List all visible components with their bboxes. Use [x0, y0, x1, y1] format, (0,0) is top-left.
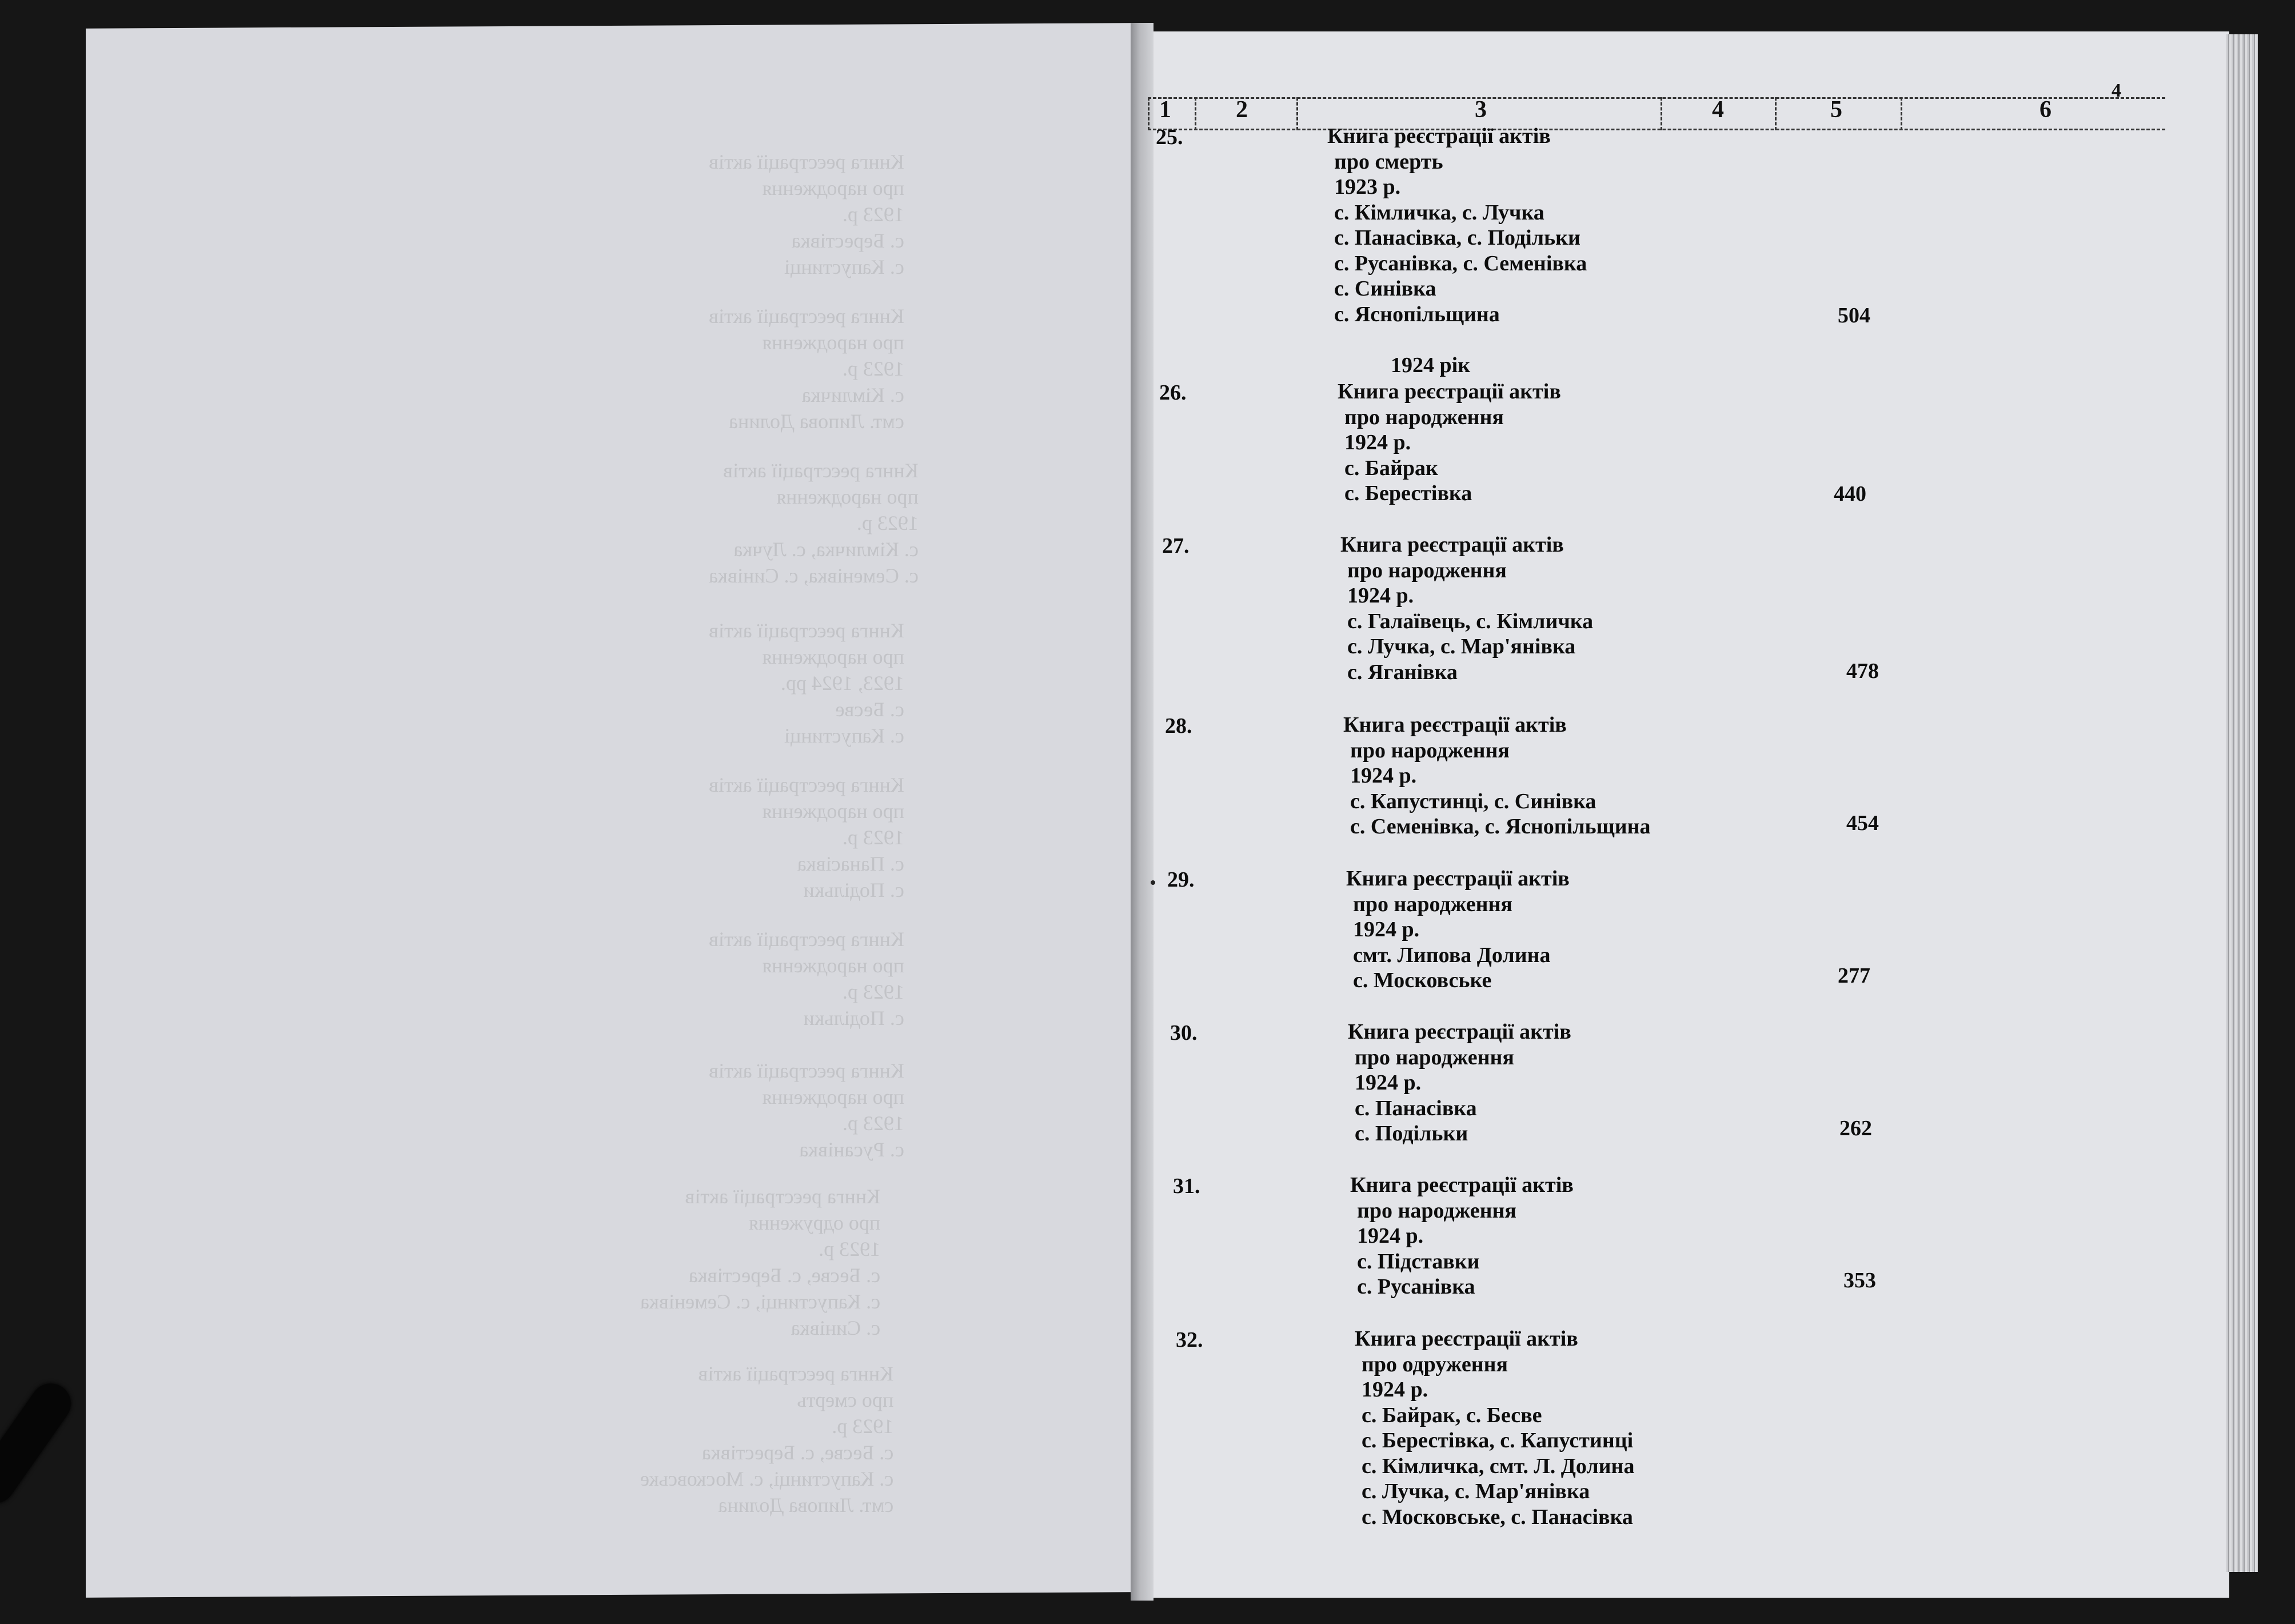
record-line: про народження — [1357, 1198, 1516, 1223]
left-page — [86, 23, 1137, 1598]
record-line: с. Московське — [1353, 968, 1492, 992]
bleed-through-text: Кннга реєстрації актів про смерть 1923 р. с. Бесве, с. Берестівка с. Капустинці, с. Московське смт. Липова Долина — [640, 1362, 894, 1517]
record-description — [1327, 123, 1587, 327]
page-number: 4 — [2112, 80, 2121, 101]
column-header-6: 6 — [2039, 97, 2051, 123]
record-line: с. Лучка, с. Мар'янівка — [1347, 635, 1576, 659]
record-line: с. Русанівка — [1357, 1275, 1475, 1299]
record-line: с. Панасівка — [1355, 1096, 1477, 1120]
record-line: с. Кімличка, с. Лучка — [1334, 200, 1544, 225]
record-line: с. Капустинці, с. Синівка — [1350, 789, 1596, 813]
record-line: Книга реєстрації актів — [1338, 380, 1561, 404]
record-description — [1340, 532, 1593, 685]
record-line: с. Русанівка, с. Семенівка — [1334, 251, 1587, 276]
record-line: с. Семенівка, с. Яснопільщина — [1350, 815, 1651, 839]
record-number: 26. — [1159, 381, 1187, 405]
record-description — [1338, 379, 1561, 506]
record-line: про смерть — [1334, 149, 1443, 174]
record-line: с. Берестівка — [1344, 481, 1472, 505]
record-line: 1924 р. — [1357, 1224, 1424, 1248]
scan-speck — [1151, 880, 1155, 885]
bleed-through-text: Кннга реєстрації актів про народження 1923 р. с. Берестівка с. Капустинці — [709, 150, 904, 278]
record-line: Книга реєстрації актів — [1346, 867, 1570, 891]
header-separator — [1775, 97, 1777, 130]
column-header-1: 1 — [1159, 97, 1171, 123]
record-page-count: 440 — [1834, 482, 1866, 506]
record-description — [1346, 866, 1570, 993]
record-page-count: 277 — [1838, 964, 1870, 988]
record-line: смт. Липова Долина — [1353, 943, 1551, 967]
record-line: Книга реєстрації актів — [1340, 533, 1564, 557]
record-number: 25. — [1156, 125, 1183, 149]
bleed-through-text: Кннга реєстрації актів про народження 1923 р. с. Панасівка с. Подільки — [709, 773, 904, 901]
bleed-through-text: Кннга реєстрації актів про народження 1923 р. с. Кімличка, с. Лучка с. Семенівка, с. Синівка — [709, 459, 919, 587]
record-line: 1924 р. — [1355, 1071, 1422, 1095]
bleed-through-text: Кннга реєстрації актів про народження 1923, 1924 рр. с. Бесве с. Капустинці — [709, 619, 904, 747]
column-header-3: 3 — [1475, 97, 1487, 123]
record-line: Книга реєстрації актів — [1327, 124, 1551, 148]
record-page-count: 353 — [1843, 1268, 1876, 1292]
record-line: про одруження — [1362, 1352, 1508, 1376]
year-heading: 1924 рік — [1391, 353, 1471, 377]
record-line: 1923 р. — [1334, 175, 1401, 199]
record-number: 28. — [1165, 714, 1192, 738]
record-description — [1355, 1326, 1634, 1530]
bleed-through-text: Кннга реєстрації актів про одруження 1923 р. с. Бесве, с. Берестівка с. Капустинці, с. Семенівка с. Синівка — [640, 1185, 881, 1339]
bleed-through-text: Кннга реєстрації актів про народження 1923 р. с. Кімличка смт. Липова Долина — [709, 305, 904, 433]
bleed-through-text: Кннга реєстрації актів про народження 1923 р. с. Подільки — [709, 928, 904, 1030]
record-line: с. Синівка — [1334, 277, 1436, 301]
record-line: про народження — [1344, 405, 1504, 429]
record-line: Книга реєстрації актів — [1350, 1173, 1574, 1197]
header-bottom-rule — [1148, 129, 2165, 130]
record-page-count: 478 — [1846, 659, 1879, 683]
record-line: Книга реєстрації актів — [1348, 1020, 1571, 1044]
record-line: с. Московське, с. Панасівка — [1362, 1505, 1633, 1529]
record-number: 32. — [1176, 1328, 1203, 1352]
record-number: 29. — [1167, 868, 1195, 892]
record-line: Книга реєстрації актів — [1343, 713, 1567, 737]
record-line: с. Берестівка, с. Капустинці — [1362, 1429, 1634, 1453]
record-number: 31. — [1173, 1174, 1200, 1198]
bleed-through-text: Кннга реєстрації актів про народження 1923 р. с. Русанівка — [709, 1059, 904, 1161]
record-line: с. Яганівка — [1347, 660, 1458, 684]
record-line: с. Байрак, с. Бесве — [1362, 1403, 1542, 1427]
pen-object — [0, 1376, 78, 1511]
record-line: Книга реєстрації актів — [1355, 1327, 1578, 1351]
record-line: с. Лучка, с. Мар'янівка — [1362, 1479, 1590, 1503]
record-page-count: 454 — [1846, 811, 1879, 835]
column-header-5: 5 — [1830, 97, 1842, 123]
record-line: с. Яснопільщина — [1334, 302, 1500, 326]
header-separator — [1148, 97, 1150, 130]
record-line: про народження — [1350, 738, 1510, 763]
record-line: про народження — [1355, 1045, 1514, 1070]
header-top-rule — [1148, 97, 2165, 99]
header-separator — [1661, 97, 1662, 130]
right-page — [1140, 31, 2229, 1598]
record-line: 1924 р. — [1353, 917, 1420, 941]
record-line: 1924 р. — [1362, 1378, 1428, 1402]
record-description — [1343, 712, 1651, 840]
record-line: с. Панасівка, с. Подільки — [1334, 226, 1580, 250]
record-line: про народження — [1353, 892, 1512, 916]
record-line: с. Подільки — [1355, 1122, 1468, 1146]
record-page-count: 504 — [1838, 304, 1870, 328]
record-line: 1924 р. — [1344, 430, 1411, 454]
record-description — [1348, 1019, 1571, 1147]
record-number: 27. — [1162, 534, 1190, 558]
record-number: 30. — [1170, 1021, 1198, 1045]
column-header-4: 4 — [1712, 97, 1724, 123]
record-line: с. Байрак — [1344, 456, 1438, 480]
header-separator — [1901, 97, 1902, 130]
record-line: с. Галаївець, с. Кімличка — [1347, 609, 1594, 633]
record-line: 1924 р. — [1350, 764, 1417, 788]
book-spine-fold — [1131, 23, 1154, 1601]
record-line: 1924 р. — [1347, 584, 1414, 608]
column-header-2: 2 — [1236, 97, 1248, 123]
record-description — [1350, 1172, 1574, 1300]
header-separator — [1195, 97, 1196, 130]
record-line: про народження — [1347, 558, 1507, 582]
record-line: с. Підставки — [1357, 1249, 1480, 1274]
record-line: с. Кімличка, смт. Л. Долина — [1362, 1454, 1635, 1478]
header-separator — [1296, 97, 1298, 130]
record-page-count: 262 — [1839, 1116, 1872, 1140]
page-edges — [2226, 34, 2258, 1572]
